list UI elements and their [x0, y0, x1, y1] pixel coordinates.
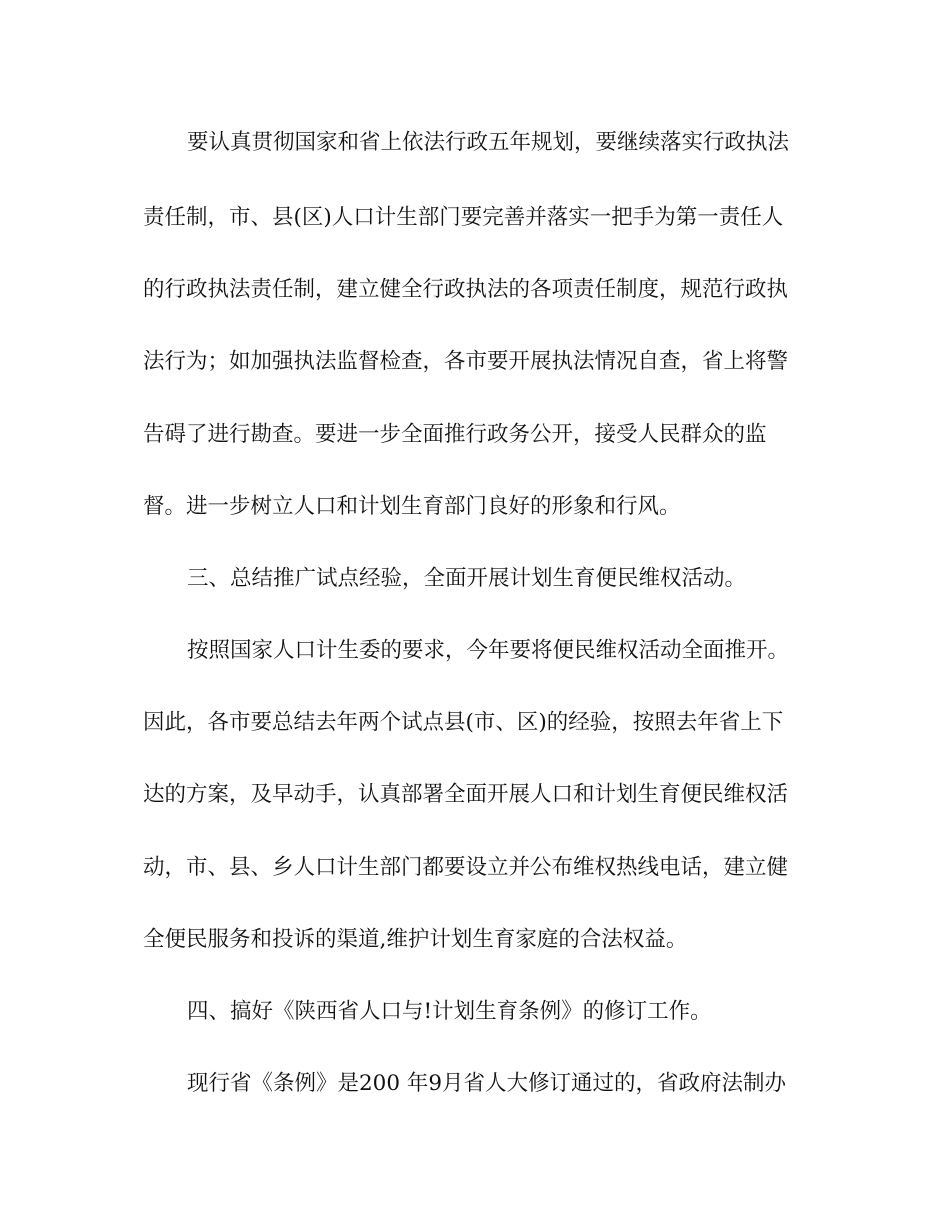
- section-heading-4: 四、搞好《陕西省人口与!计划生育条例》的修订工作。: [187, 999, 712, 1024]
- paragraph-2-line-4: 动，市、县、乡人口计生部门都要设立并公布维权热线电话，建立健: [143, 855, 789, 880]
- paragraph-1-line-3: 的行政执法责任制，建立健全行政执法的各项责任制度，规范行政执: [143, 277, 789, 302]
- section-heading-3: 三、总结推广试点经验，全面开展计划生育便民维权活动。: [187, 566, 747, 591]
- paragraph-2-line-5: 全便民服务和投诉的渠道,维护计划生育家庭的合法权益。: [143, 927, 688, 952]
- paragraph-1-line-4: 法行为；如加强执法监督检查，各市要开展执法情况自查，省上将警: [143, 349, 789, 374]
- paragraph-2-line-2: 因此，各市要总结去年两个试点县(市、区)的经验，按照去年省上下: [143, 710, 784, 735]
- paragraph-2-line-1: 按照国家人口计生委的要求，今年要将便民维权活动全面推开。: [187, 638, 790, 663]
- paragraph-3-line-1: 现行省《条例》是200 年9月省人大修订通过的，省政府法制办: [187, 1071, 787, 1096]
- paragraph-1-line-5: 告碍了进行勘查。要进一步全面推行政务公开，接受人民群众的监: [143, 422, 767, 447]
- paragraph-1-line-2: 责任制，市、县(区)人口计生部门要完善并落实一把手为第一责任人: [143, 205, 784, 230]
- paragraph-2-line-3: 达的方案，及早动手，认真部署全面开展人口和计划生育便民维权活: [143, 782, 789, 807]
- paragraph-1-line-1: 要认真贯彻国家和省上依法行政五年规划，要继续落实行政执法: [187, 130, 790, 155]
- paragraph-1-line-6: 督。进一步树立人口和计划生育部门良好的形象和行风。: [143, 494, 681, 519]
